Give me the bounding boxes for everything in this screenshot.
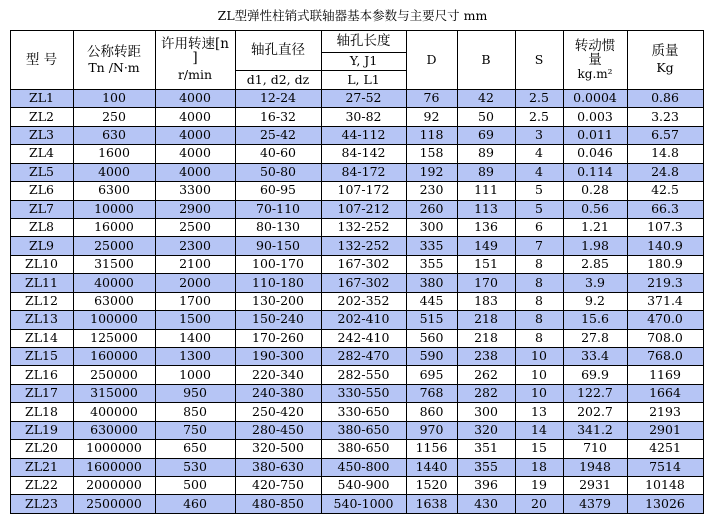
row-divider xyxy=(10,144,704,145)
cell-model: ZL12 xyxy=(25,292,58,308)
row-divider xyxy=(10,421,704,422)
cell-s: 3 xyxy=(535,127,543,143)
header-bore-length-sub2: L, L1 xyxy=(347,71,380,87)
cell-s: 18 xyxy=(531,458,547,474)
cell-inertia: 0.0004 xyxy=(573,90,617,106)
cell-bore-diameter: 280-450 xyxy=(252,421,304,437)
cell-s: 8 xyxy=(535,292,543,308)
cell-speed: 1500 xyxy=(179,311,211,327)
cell-speed: 2900 xyxy=(179,200,211,216)
cell-torque: 40000 xyxy=(94,274,134,290)
cell-d: 158 xyxy=(419,145,444,161)
cell-s: 15 xyxy=(531,440,547,456)
cell-b: 355 xyxy=(474,458,498,474)
row-divider xyxy=(10,126,704,127)
cell-inertia: 27.8 xyxy=(581,329,609,345)
cell-s: 10 xyxy=(531,366,547,382)
cell-mass: 66.3 xyxy=(651,200,679,216)
cell-mass: 2193 xyxy=(649,403,681,419)
cell-d: 560 xyxy=(419,329,444,345)
cell-speed: 500 xyxy=(183,477,207,493)
row-divider xyxy=(10,236,704,237)
cell-bore-length: 132-252 xyxy=(337,219,390,235)
cell-model: ZL15 xyxy=(25,348,58,364)
cell-s: 10 xyxy=(531,385,547,401)
cell-model: ZL4 xyxy=(29,145,54,161)
cell-b: 396 xyxy=(474,477,498,493)
row-divider xyxy=(10,200,704,201)
cell-s: 8 xyxy=(535,256,543,272)
cell-mass: 1169 xyxy=(649,366,681,382)
header-inertia xyxy=(563,30,627,89)
cell-speed: 530 xyxy=(183,458,207,474)
header-bore-diameter xyxy=(235,30,321,70)
row-divider xyxy=(10,384,704,385)
cell-bore-diameter: 40-60 xyxy=(259,145,297,161)
cell-model: ZL2 xyxy=(29,108,54,124)
header-mass-line: 质量 xyxy=(651,43,679,59)
cell-speed: 950 xyxy=(183,385,207,401)
cell-b: 262 xyxy=(474,366,498,382)
cell-bore-diameter: 380-630 xyxy=(252,458,304,474)
cell-model: ZL23 xyxy=(25,495,58,511)
cell-mass: 768.0 xyxy=(647,348,683,364)
column-divider xyxy=(627,30,628,514)
cell-torque: 2500000 xyxy=(86,495,142,511)
cell-s: 4 xyxy=(535,145,543,161)
cell-mass: 6.57 xyxy=(651,127,679,143)
cell-speed: 4000 xyxy=(179,108,211,124)
cell-torque: 1600000 xyxy=(86,458,142,474)
cell-d: 355 xyxy=(419,256,444,272)
cell-bore-diameter: 25-42 xyxy=(259,127,297,143)
cell-d: 445 xyxy=(419,292,444,308)
cell-model: ZL7 xyxy=(29,200,54,216)
header-model xyxy=(10,30,73,89)
cell-s: 2.5 xyxy=(529,90,549,106)
row-divider xyxy=(10,513,704,514)
cell-d: 1156 xyxy=(415,440,448,456)
header-torque-line: 公称转距 xyxy=(87,43,141,60)
cell-speed: 2300 xyxy=(179,237,211,253)
cell-d: 230 xyxy=(419,182,444,198)
cell-bore-length: 450-800 xyxy=(337,458,390,474)
cell-d: 860 xyxy=(419,403,444,419)
cell-torque: 10000 xyxy=(94,200,134,216)
cell-bore-diameter: 240-380 xyxy=(252,385,304,401)
cell-speed: 2000 xyxy=(179,274,211,290)
cell-torque: 4000 xyxy=(98,163,130,179)
cell-inertia: 202.7 xyxy=(577,403,613,419)
header-d: D xyxy=(426,51,437,67)
cell-model: ZL16 xyxy=(25,366,58,382)
cell-inertia: 0.046 xyxy=(577,145,613,161)
cell-bore-length: 540-900 xyxy=(337,477,390,493)
cell-torque: 1600 xyxy=(98,145,130,161)
cell-model: ZL3 xyxy=(29,127,54,143)
cell-bore-diameter: 130-200 xyxy=(252,292,304,308)
table-title: ZL型弹性柱销式联轴器基本参数与主要尺寸 mm xyxy=(217,8,488,23)
cell-speed: 4000 xyxy=(179,163,211,179)
row-divider xyxy=(10,292,704,293)
cell-torque: 250000 xyxy=(90,366,138,382)
cell-torque: 100 xyxy=(102,90,126,106)
cell-bore-length: 282-470 xyxy=(337,348,390,364)
column-divider xyxy=(321,30,322,514)
column-divider xyxy=(563,30,564,514)
cell-bore-length: 540-1000 xyxy=(333,495,394,511)
cell-b: 89 xyxy=(478,145,494,161)
cell-bore-length: 107-212 xyxy=(337,200,390,216)
cell-torque: 630000 xyxy=(90,421,138,437)
cell-torque: 100000 xyxy=(90,311,138,327)
cell-bore-length: 27-52 xyxy=(345,90,382,106)
cell-inertia: 1.21 xyxy=(581,219,609,235)
cell-bore-diameter: 110-180 xyxy=(252,274,304,290)
row-divider xyxy=(10,329,704,330)
row-divider xyxy=(10,402,704,403)
cell-inertia: 2931 xyxy=(579,477,611,493)
cell-mass: 24.8 xyxy=(651,163,679,179)
cell-speed: 1400 xyxy=(179,329,211,345)
cell-b: 89 xyxy=(478,163,494,179)
cell-bore-diameter: 320-500 xyxy=(252,440,304,456)
cell-bore-length: 330-650 xyxy=(337,403,390,419)
cell-inertia: 2.85 xyxy=(581,256,609,272)
cell-torque: 31500 xyxy=(94,256,134,272)
cell-b: 218 xyxy=(474,329,498,345)
cell-bore-length: 202-352 xyxy=(337,292,390,308)
cell-inertia: 1948 xyxy=(579,458,611,474)
cell-b: 151 xyxy=(474,256,498,272)
cell-s: 20 xyxy=(531,495,547,511)
cell-torque: 63000 xyxy=(94,292,134,308)
cell-s: 8 xyxy=(535,274,543,290)
column-divider xyxy=(406,30,407,514)
cell-b: 170 xyxy=(474,274,498,290)
cell-mass: 14.8 xyxy=(651,145,679,161)
cell-model: ZL14 xyxy=(25,329,58,345)
cell-b: 320 xyxy=(474,421,498,437)
cell-inertia: 341.2 xyxy=(577,421,613,437)
cell-inertia: 33.4 xyxy=(581,348,609,364)
header-mass xyxy=(627,30,703,89)
cell-mass: 13026 xyxy=(645,495,685,511)
cell-model: ZL6 xyxy=(29,182,54,198)
cell-s: 6 xyxy=(535,219,543,235)
header-mass-line: Kg xyxy=(656,60,674,75)
cell-bore-length: 202-410 xyxy=(337,311,390,327)
cell-b: 136 xyxy=(474,219,498,235)
cell-mass: 2901 xyxy=(649,421,681,437)
header-inertia-line: 转动惯 xyxy=(574,37,616,54)
cell-inertia: 0.56 xyxy=(581,200,609,216)
cell-d: 515 xyxy=(419,311,444,327)
cell-mass: 470.0 xyxy=(647,311,683,327)
header-torque-line: Tn /N·m xyxy=(88,59,140,75)
cell-bore-length: 330-550 xyxy=(337,385,390,401)
cell-b: 69 xyxy=(478,127,494,143)
cell-b: 183 xyxy=(474,292,498,308)
cell-d: 695 xyxy=(419,366,444,382)
cell-bore-length: 242-410 xyxy=(337,329,390,345)
cell-s: 7 xyxy=(535,237,543,253)
column-divider xyxy=(515,30,516,514)
cell-model: ZL1 xyxy=(29,90,54,106)
cell-mass: 7514 xyxy=(649,458,681,474)
row-divider xyxy=(10,476,704,477)
row-divider xyxy=(10,347,704,348)
header-bore-length xyxy=(321,30,406,52)
table-top-border xyxy=(10,30,704,31)
cell-bore-diameter: 60-95 xyxy=(259,182,297,198)
cell-b: 351 xyxy=(474,440,498,456)
cell-inertia: 0.011 xyxy=(577,127,613,143)
header-model-line: 型 号 xyxy=(25,51,58,68)
cell-mass: 708.0 xyxy=(647,329,683,345)
cell-mass: 1664 xyxy=(649,385,681,401)
cell-d: 1520 xyxy=(415,477,448,493)
header-speed-line: r/min xyxy=(177,67,213,82)
cell-bore-length: 132-252 xyxy=(337,237,390,253)
cell-speed: 650 xyxy=(183,440,207,456)
header-bore-diameter-sub: d1, d2, dz xyxy=(246,71,310,87)
cell-bore-length: 107-172 xyxy=(337,182,390,198)
cell-speed: 1000 xyxy=(179,366,211,382)
cell-model: ZL18 xyxy=(25,403,58,419)
header-speed-line: ] xyxy=(192,50,198,66)
cell-torque: 125000 xyxy=(90,329,138,345)
cell-bore-diameter: 190-300 xyxy=(252,348,304,364)
cell-model: ZL8 xyxy=(29,219,54,235)
cell-model: ZL13 xyxy=(25,311,58,327)
cell-b: 300 xyxy=(474,403,498,419)
cell-s: 4 xyxy=(535,163,543,179)
cell-torque: 16000 xyxy=(94,219,134,235)
cell-mass: 3.23 xyxy=(651,108,679,124)
cell-torque: 400000 xyxy=(90,403,138,419)
column-divider xyxy=(235,30,236,514)
cell-model: ZL11 xyxy=(25,274,58,290)
row-divider xyxy=(10,255,704,256)
cell-bore-diameter: 250-420 xyxy=(252,403,304,419)
cell-speed: 2100 xyxy=(179,256,211,272)
cell-s: 13 xyxy=(531,403,547,419)
cell-torque: 1000000 xyxy=(86,440,142,456)
row-divider xyxy=(10,163,704,164)
cell-speed: 4000 xyxy=(179,90,211,106)
row-divider xyxy=(10,181,704,182)
cell-d: 118 xyxy=(419,127,444,143)
cell-speed: 850 xyxy=(183,403,207,419)
cell-bore-diameter: 80-130 xyxy=(256,219,300,235)
cell-s: 5 xyxy=(535,200,543,216)
cell-s: 8 xyxy=(535,311,543,327)
cell-bore-diameter: 12-24 xyxy=(259,90,297,106)
cell-d: 380 xyxy=(419,274,444,290)
header-inertia-line: 量 xyxy=(588,51,602,68)
cell-bore-diameter: 70-110 xyxy=(256,200,300,216)
cell-d: 1638 xyxy=(415,495,448,511)
cell-bore-length: 167-302 xyxy=(337,256,390,272)
cell-bore-diameter: 480-850 xyxy=(252,495,304,511)
cell-mass: 180.9 xyxy=(647,256,683,272)
cell-model: ZL9 xyxy=(29,237,54,253)
cell-inertia: 1.98 xyxy=(581,237,609,253)
cell-bore-length: 84-142 xyxy=(341,145,386,161)
cell-inertia: 15.6 xyxy=(581,311,609,327)
header-divider xyxy=(321,52,407,53)
cell-inertia: 0.114 xyxy=(577,163,613,179)
cell-bore-length: 84-172 xyxy=(341,163,386,179)
cell-speed: 3300 xyxy=(179,182,211,198)
cell-speed: 4000 xyxy=(179,145,211,161)
cell-mass: 219.3 xyxy=(647,274,683,290)
cell-s: 8 xyxy=(535,329,543,345)
cell-bore-length: 44-112 xyxy=(341,127,386,143)
cell-torque: 25000 xyxy=(94,237,134,253)
row-divider xyxy=(10,218,704,219)
cell-inertia: 3.9 xyxy=(585,274,605,290)
cell-d: 192 xyxy=(419,163,444,179)
cell-b: 111 xyxy=(474,182,498,198)
cell-bore-diameter: 170-260 xyxy=(252,329,304,345)
row-divider xyxy=(10,365,704,366)
header-inertia-line: kg.m² xyxy=(577,66,613,81)
table-side-border xyxy=(703,30,704,514)
cell-speed: 750 xyxy=(183,421,207,437)
cell-b: 282 xyxy=(474,385,498,401)
cell-s: 19 xyxy=(531,477,547,493)
header-bottom-border xyxy=(10,89,704,90)
cell-d: 300 xyxy=(419,219,444,235)
header-bore-length-sub1: Y, J1 xyxy=(349,53,378,68)
cell-inertia: 69.9 xyxy=(581,366,609,382)
header-s: S xyxy=(534,51,544,67)
cell-torque: 6300 xyxy=(98,182,130,198)
cell-bore-diameter: 50-80 xyxy=(259,163,297,179)
cell-bore-diameter: 100-170 xyxy=(252,256,304,272)
header-speed-line: 许用转速[n xyxy=(161,36,229,52)
cell-b: 218 xyxy=(474,311,498,327)
cell-bore-length: 282-550 xyxy=(337,366,390,382)
cell-d: 76 xyxy=(423,90,440,106)
cell-bore-length: 380-650 xyxy=(337,421,390,437)
cell-model: ZL20 xyxy=(25,440,58,456)
cell-d: 335 xyxy=(419,237,444,253)
cell-mass: 107.3 xyxy=(647,219,683,235)
cell-speed: 4000 xyxy=(179,127,211,143)
cell-d: 768 xyxy=(419,385,444,401)
cell-b: 149 xyxy=(474,237,498,253)
cell-bore-length: 380-650 xyxy=(337,440,390,456)
header-b: B xyxy=(481,51,491,67)
cell-inertia: 710 xyxy=(583,440,607,456)
cell-model: ZL10 xyxy=(25,256,58,272)
cell-s: 10 xyxy=(531,348,547,364)
cell-speed: 1300 xyxy=(179,348,211,364)
cell-b: 113 xyxy=(474,200,498,216)
cell-mass: 371.4 xyxy=(647,292,683,308)
cell-torque: 630 xyxy=(102,127,126,143)
column-divider xyxy=(457,30,458,514)
cell-mass: 0.86 xyxy=(651,90,679,106)
cell-bore-diameter: 420-750 xyxy=(252,477,304,493)
cell-speed: 460 xyxy=(183,495,207,511)
table-side-border xyxy=(10,30,11,514)
cell-speed: 1700 xyxy=(179,292,211,308)
cell-d: 260 xyxy=(419,200,444,216)
cell-b: 238 xyxy=(474,348,498,364)
cell-model: ZL21 xyxy=(25,458,58,474)
cell-b: 50 xyxy=(478,108,494,124)
cell-d: 970 xyxy=(419,421,444,437)
header-speed xyxy=(155,30,235,89)
cell-bore-diameter: 16-32 xyxy=(259,108,297,124)
cell-inertia: 0.003 xyxy=(577,108,613,124)
cell-bore-diameter: 150-240 xyxy=(252,311,304,327)
cell-b: 42 xyxy=(478,90,494,106)
cell-bore-diameter: 220-340 xyxy=(252,366,304,382)
cell-d: 1440 xyxy=(415,458,448,474)
cell-bore-length: 30-82 xyxy=(345,108,382,124)
row-divider xyxy=(10,273,704,274)
row-divider xyxy=(10,494,704,495)
cell-torque: 315000 xyxy=(90,385,138,401)
row-divider xyxy=(10,439,704,440)
column-divider xyxy=(73,30,74,514)
header-bore-length-line: 轴孔长度 xyxy=(336,33,391,49)
row-divider xyxy=(10,310,704,311)
cell-model: ZL22 xyxy=(25,477,58,493)
cell-inertia: 9.2 xyxy=(585,292,605,308)
cell-s: 2.5 xyxy=(529,108,549,124)
row-divider xyxy=(10,107,704,108)
cell-mass: 4251 xyxy=(649,440,681,456)
cell-bore-diameter: 90-150 xyxy=(256,237,300,253)
cell-d: 92 xyxy=(423,108,440,124)
cell-speed: 2500 xyxy=(179,219,211,235)
cell-b: 430 xyxy=(474,495,498,511)
header-torque xyxy=(73,30,155,89)
column-divider xyxy=(155,30,156,514)
cell-s: 14 xyxy=(531,421,547,437)
cell-inertia: 122.7 xyxy=(577,385,613,401)
cell-model: ZL17 xyxy=(25,385,58,401)
cell-model: ZL19 xyxy=(25,421,58,437)
cell-inertia: 0.28 xyxy=(581,182,609,198)
cell-model: ZL5 xyxy=(29,163,54,179)
cell-d: 590 xyxy=(419,348,444,364)
cell-mass: 10148 xyxy=(645,477,685,493)
cell-inertia: 4379 xyxy=(579,495,611,511)
cell-torque: 160000 xyxy=(90,348,138,364)
cell-bore-length: 167-302 xyxy=(337,274,390,290)
row-divider xyxy=(10,458,704,459)
cell-torque: 2000000 xyxy=(86,477,142,493)
cell-s: 5 xyxy=(535,182,543,198)
cell-mass: 140.9 xyxy=(647,237,683,253)
cell-mass: 42.5 xyxy=(651,182,679,198)
header-bore-diameter-line: 轴孔直径 xyxy=(251,42,305,58)
cell-torque: 250 xyxy=(102,108,126,124)
